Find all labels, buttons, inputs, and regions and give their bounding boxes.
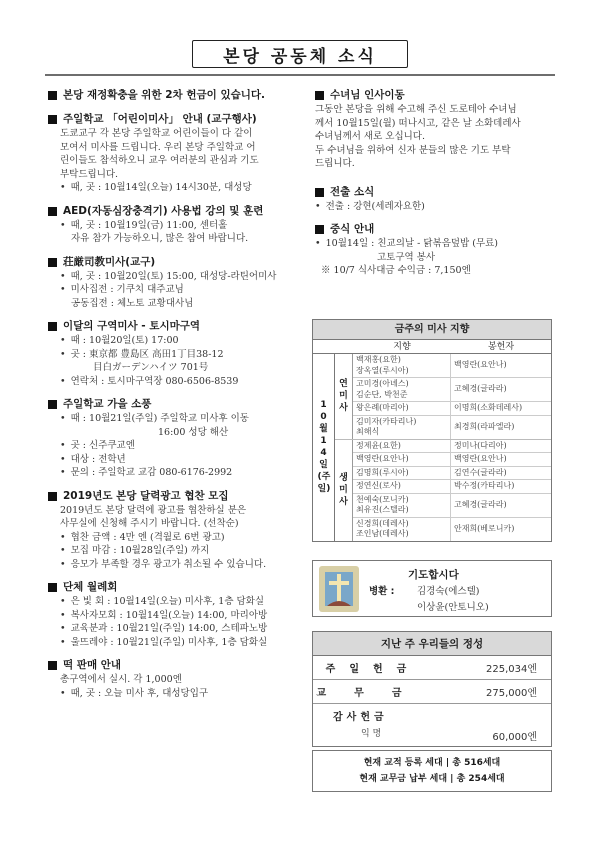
prayer-name: 김경숙(에스텔) — [417, 586, 480, 597]
section-bishop-mass — [48, 255, 303, 311]
list-item: • 때 : 10월20일(토) 17:00 — [48, 334, 303, 348]
section-heading: 중식 안내 — [330, 223, 375, 235]
registered-households: 현재 교적 등록 세대 | 총 516세대 — [363, 758, 501, 768]
intention-cell: 백재홍(요한) 장옥열(루시아) — [353, 354, 451, 377]
list-item: 16:00 성당 해산 — [158, 426, 229, 438]
offerer-cell: 고혜경(글라라) — [454, 499, 507, 509]
list-item: • 은 빛 회 : 10월14일(오늘) 미사후, 1층 담화실 — [48, 595, 303, 609]
list-item: • 협찬 금액 : 4만 엔 (격월로 6번 광고) — [48, 531, 303, 545]
body-text: 두 수녀님을 위하여 신자 분들의 많은 기도 부탁 — [315, 144, 511, 156]
mass-group — [335, 440, 551, 541]
list-item: • 복사자모회 : 10월14일(오늘) 14:00, 마리아방 — [48, 609, 303, 623]
list-item: • 응모가 부족할 경우 광고가 취소될 수 있습니다. — [48, 558, 303, 572]
list-item: • 곳 : 신주쿠교엔 — [48, 439, 303, 453]
list-item: • 때, 곳 : 오늘 미사 후, 대성당입구 — [48, 687, 303, 701]
square-bullet-icon — [48, 661, 57, 670]
prayer-title: 기도합시다 — [408, 569, 459, 581]
list-item: • 때, 곳 : 10월20일(토) 15:00, 대성당-라틴어미사 — [48, 270, 303, 284]
right-column — [315, 88, 555, 287]
revenue-note: ※ 10/7 식사대금 수익금 : 7,150엔 — [321, 265, 471, 276]
section-rice-cake-sale — [48, 658, 303, 700]
intention-cell: 고미경(아녜스) 김순단, 박천준 — [353, 378, 451, 401]
column-header-offerer: 봉헌자 — [487, 342, 515, 352]
list-item: • 교육분과 : 10월21일(주일) 14:00, 스테파노방 — [48, 622, 303, 636]
offerer-cell: 백영란(요안나) — [454, 360, 507, 370]
intention-cell: 백영란(요안나) — [353, 453, 451, 466]
intention-cell: 왕은례(마리아) — [353, 402, 451, 415]
table-row — [353, 378, 551, 402]
section-children-mass — [48, 112, 303, 195]
offerer-cell: 고혜경(글라라) — [454, 384, 507, 394]
table-row — [353, 480, 551, 494]
section-meetings — [48, 580, 303, 649]
section-heading: 주일학교 「어린이미사」 안내 (교구행사) — [63, 113, 257, 125]
body-text: 부탁드립니다. — [60, 168, 119, 180]
mass-group-label — [335, 440, 353, 541]
list-item: 공동집전 : 체노토 교황대사님 — [71, 297, 194, 309]
section-second-collection — [48, 88, 303, 103]
offerer-cell: 정미나(다리아) — [454, 440, 507, 450]
body-text: 모여서 미사를 드립니다. 우리 본당 주일학교 어 — [60, 141, 256, 153]
mass-group-label-text: 연미사 — [339, 379, 348, 414]
date-label: 10월14일(주일) — [317, 400, 331, 495]
section-heading: 이달의 구역미사 - 토시마구역 — [63, 320, 201, 332]
body-text: 께서 10월15일(월) 떠나시고, 같은 날 소화데레사 — [315, 117, 521, 129]
offerer-cell: 김연수(글라라) — [454, 467, 507, 477]
mass-group-label-text: 생미사 — [339, 473, 348, 507]
list-item: 目白ガーデンハイツ 701号 — [93, 362, 209, 373]
square-bullet-icon — [48, 322, 57, 331]
household-count-box — [312, 750, 552, 792]
offerer-cell: 최경희(라파엘라) — [454, 421, 515, 431]
stained-glass-cross-icon — [319, 566, 359, 612]
list-item: • 울뜨레야 : 10월21일(주일) 미사후, 1층 담화실 — [48, 636, 303, 650]
table-row — [353, 402, 551, 416]
section-heading: AED(자동심장충격기) 사용법 강의 및 훈련 — [63, 204, 264, 217]
section-aed — [48, 204, 303, 246]
body-text: 린이들도 참석하오니 교우 여러분의 관심과 기도 — [60, 155, 259, 166]
offering-label: 주일헌금 — [325, 664, 421, 675]
prayer-box — [312, 560, 552, 617]
list-item: • 때, 곳 : 10월19일(금) 11:00, 센터홀 — [48, 219, 303, 233]
square-bullet-icon — [48, 207, 57, 216]
section-transfer-out — [315, 185, 555, 214]
offering-amount: 225,034엔 — [485, 664, 537, 675]
section-heading: 주일학교 가을 소풍 — [63, 398, 152, 410]
top-rule — [45, 74, 555, 76]
offering-row — [313, 656, 551, 680]
body-text: 도쿄교구 각 본당 주일학교 어린이들이 다 같이 — [60, 128, 253, 139]
offerer-cell: 백영란(요안나) — [454, 454, 507, 463]
table-row — [353, 467, 551, 481]
section-heading: 2019년도 본당 달력광고 협찬 모집 — [63, 489, 229, 502]
body-text: 그동안 본당을 위해 수고해 주신 도로테아 수녀님 — [315, 104, 517, 115]
square-bullet-icon — [48, 258, 57, 267]
table-row — [353, 416, 551, 439]
section-picnic — [48, 397, 303, 480]
offering-row — [313, 680, 551, 704]
list-item: • 곳 : 東京都 豊島区 高田1丁目38-12 — [48, 348, 303, 362]
intention-cell: 김명희(루시아) — [353, 467, 451, 480]
list-item: • 때, 곳 : 10월14일(오늘) 14시30분, 대성당 — [48, 181, 303, 195]
section-calendar-ads — [48, 489, 303, 572]
mass-group-label — [335, 354, 353, 439]
section-heading: 떡 판매 안내 — [63, 659, 122, 671]
square-bullet-icon — [48, 115, 57, 124]
list-item: • 때 : 10월21일(주일) 주일학교 미사후 이동 — [48, 412, 303, 426]
body-text: 수녀님께서 새로 오십니다. — [315, 131, 426, 142]
square-bullet-icon — [315, 225, 324, 234]
list-item: • 모집 마감 : 10월28일(주일) 까지 — [48, 544, 303, 558]
prayer-name: 이상윤(안토니오) — [417, 602, 489, 613]
left-column — [48, 88, 303, 709]
offerer-cell: 이명희(소화데레사) — [454, 403, 523, 412]
list-item: • 대상 : 전학년 — [48, 453, 303, 467]
intention-cell: 천예숙(모니카) 최유진(스텔라) — [353, 494, 451, 517]
illness-label: 병환 : — [369, 586, 395, 597]
offering-label: 교무금 — [316, 688, 430, 699]
section-heading: 수녀님 인사이동 — [330, 89, 405, 101]
list-item: • 문의 : 주일학교 교감 080-6176-2992 — [48, 466, 303, 480]
offering-sublabel: 익 명 — [361, 729, 382, 739]
table-row — [353, 354, 551, 378]
offering-table — [312, 631, 552, 747]
offering-amount: 60,000엔 — [492, 732, 537, 743]
offerer-cell: 안재희(베로니카) — [454, 523, 515, 533]
section-district-mass — [48, 319, 303, 388]
cross-image — [319, 566, 359, 612]
section-heading: 荘厳司教미사(교구) — [63, 255, 156, 268]
table-row — [353, 440, 551, 454]
body-text: 자유 참가 가능하오니, 많은 참여 바랍니다. — [71, 233, 249, 244]
mass-groups — [335, 354, 551, 541]
square-bullet-icon — [48, 400, 57, 409]
intention-cell: 정연신(로사) — [353, 480, 451, 493]
mass-intention-table — [312, 319, 552, 542]
table-caption: 금주의 미사 지향 — [313, 320, 551, 340]
square-bullet-icon — [315, 188, 324, 197]
intention-cell: 정제윤(요한) — [353, 440, 451, 453]
table-header — [313, 340, 551, 354]
square-bullet-icon — [48, 91, 57, 100]
list-item: 고토구역 봉사 — [377, 251, 436, 263]
intention-cell: 김미자(카타리나) 최해식 — [353, 416, 451, 439]
offering-label: 감사헌금 — [333, 712, 388, 723]
offering-amount: 275,000엔 — [485, 688, 537, 699]
body-text: 사무실에 신청해 주시기 바랍니다. (선착순) — [60, 518, 239, 529]
list-item: • 미사집전 : 기쿠치 대주교님 — [48, 283, 303, 297]
column-header-intention: 지향 — [393, 342, 411, 352]
table-row — [353, 494, 551, 518]
list-item: • 10월14일 : 친교의날 - 닭볶음덮밥 (무료) — [315, 237, 555, 251]
list-item: • 연락처 : 토시마구역장 080-6506-8539 — [48, 375, 303, 389]
square-bullet-icon — [48, 583, 57, 592]
mass-group — [335, 354, 551, 440]
section-sister-transfer — [315, 88, 555, 171]
section-heading: 본당 재정확충을 위한 2차 헌금이 있습니다. — [63, 89, 266, 101]
body-text: 드립니다. — [315, 158, 355, 169]
date-cell — [313, 354, 335, 541]
list-item: • 전출 : 강현(세레자요한) — [315, 200, 555, 214]
square-bullet-icon — [315, 91, 324, 100]
intention-cell: 신경희(데레사) 조인남(데레사) — [353, 518, 451, 541]
page-title: 본당 공동체 소식 — [192, 40, 408, 68]
offerer-cell: 박수정(카타리나) — [454, 481, 515, 490]
offering-caption: 지난 주 우리들의 정성 — [313, 632, 551, 656]
table-row — [353, 453, 551, 467]
table-row — [353, 518, 551, 541]
body-text: 2019년도 본당 달력에 광고를 협찬하실 분은 — [60, 504, 247, 516]
body-text: 총구역에서 실시. 각 1,000엔 — [60, 674, 182, 685]
square-bullet-icon — [48, 492, 57, 501]
paying-households: 현재 교무금 납부 세대 | 총 254세대 — [359, 774, 505, 784]
section-heading: 전출 소식 — [330, 185, 375, 198]
section-heading: 단체 월례회 — [63, 581, 118, 593]
section-lunch — [315, 222, 555, 278]
offering-row — [313, 704, 551, 746]
